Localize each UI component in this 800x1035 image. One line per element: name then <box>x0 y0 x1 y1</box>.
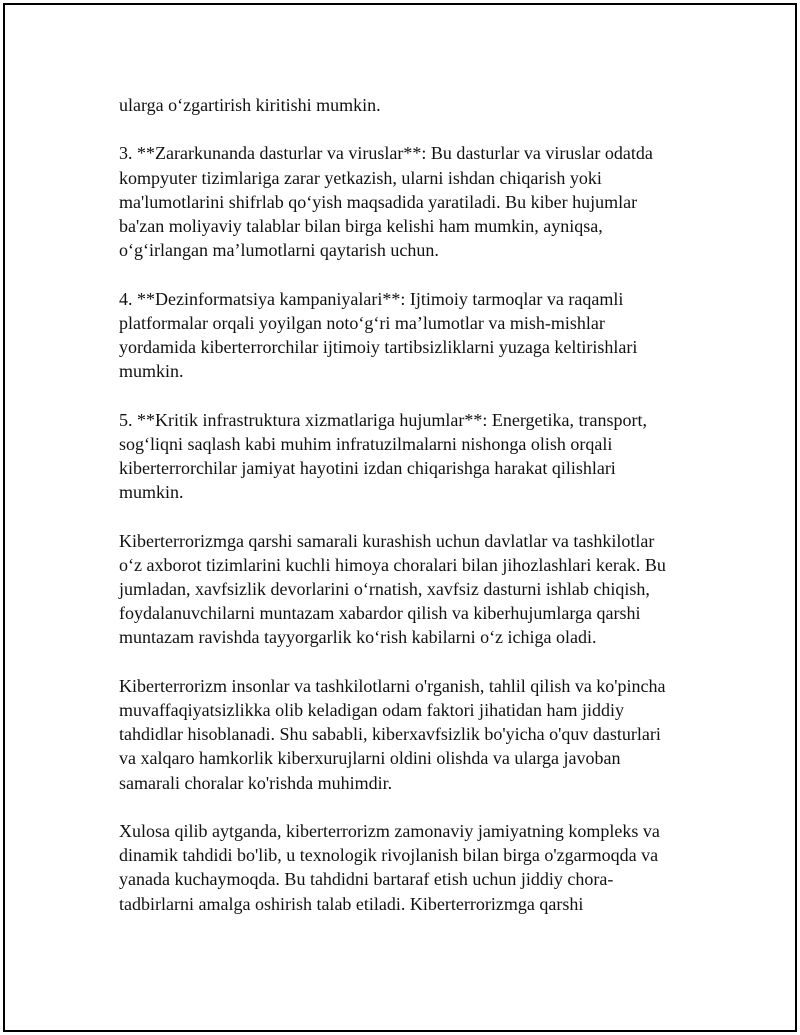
paragraph-conclusion: Xulosa qilib aytganda, kiberterrorizm zamonaviy jamiyatning kompleks va dinamik tahdidi bo'lib, u texnologik rivojlanish bilan birga o'zgarmoqda va yanada kuchaymoqda. Bu tahdidni bartaraf etish uchun jiddiy chora- tadbirlarni amalga oshirish talab etiladi. Kiberterrorizmga qarshi <box>119 821 660 914</box>
paragraph-human-factor: Kiberterrorizm insonlar va tashkilotlarni o'rganish, tahlil qilish va ko'pincha muvaffaqiyatsizlikka olib keladigan odam faktori jihatidan ham jiddiy tahdidlar hisoblanadi. Shu sababli, kiberxavfsizlik bo'yicha o'quv dasturlari va xalqaro hamkorlik kiberxurujlarni oldini olishda va ularga javoban samarali choralar ko'rishda muhimdir. <box>119 675 666 793</box>
document-body <box>119 93 709 916</box>
page-frame <box>3 3 797 1032</box>
paragraph-disinformation: 4. **Dezinformatsiya kampaniyalari**: Ijtimoiy tarmoqlar va raqamli platformalar orqali yoyilgan noto‘g‘ri ma’lumotlar va mish-mishlar yordamida kiberterrorchilar ijtimoiy tartibsizliklarni yuzaga keltirishlari mumkin. <box>119 288 638 382</box>
paragraph-malware: 3. **Zararkunanda dasturlar va viruslar**: Bu dasturlar va viruslar odatda kompyuter tizimlariga zarar yetkazish, ularni ishdan chiqarish yoki ma'lumotlarini shifrlab qo‘yish maqsadida yaratiladi. Bu kiber hujumlar ba'zan moliyaviy talablar bilan birga kelishi ham mumkin, ayniqsa, o‘g‘irlangan ma’lumotlarni qaytarish uchun. <box>119 143 653 261</box>
paragraph-defense-measures: Kiberterrorizmga qarshi samarali kurashish uchun davlatlar va tashkilotlar o‘z axborot tizimlarini kuchli himoya choralari bilan jihozlashlari kerak. Bu jumladan, xavfsizlik devorlarini o‘rnatish, xavfsiz dasturni ishlab chiqish, foydalanuvchilarni muntazam xabardor qilish va kiberhujumlarga qarshi muntazam ravishda tayyorgarlik ko‘rish kabilarni o‘z ichiga oladi. <box>119 530 666 648</box>
paragraph-continuation: ularga o‘zgartirish kiritishi mumkin. <box>119 95 381 115</box>
paragraph-critical-infrastructure: 5. **Kritik infrastruktura xizmatlariga hujumlar**: Energetika, transport, sog‘liqni saqlash kabi muhim infratuzilmalarni nishonga olish orqali kiberterrorchilar jamiyat hayotini izdan chiqarishga harakat qilishlari mumkin. <box>119 409 648 503</box>
